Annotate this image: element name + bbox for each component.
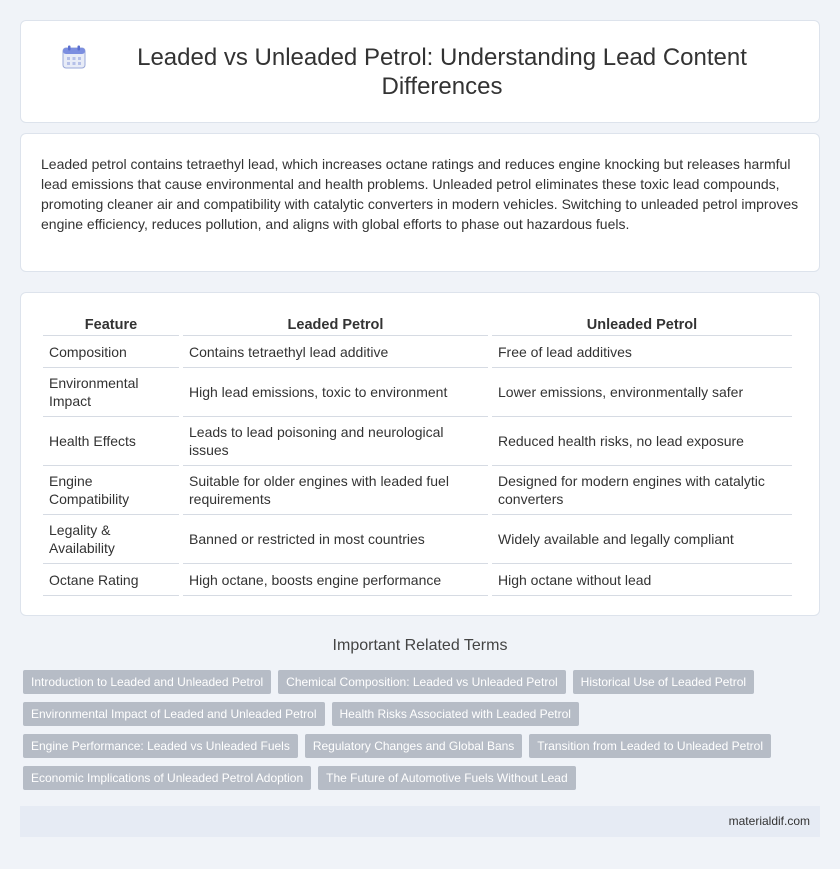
related-term-tag[interactable]: Historical Use of Leaded Petrol [573, 670, 754, 694]
related-term-tag[interactable]: Regulatory Changes and Global Bans [305, 734, 522, 758]
table-row [43, 417, 792, 466]
row-unleaded: Designed for modern engines with catalytic converters [492, 466, 792, 515]
row-unleaded: Free of lead additives [492, 336, 792, 368]
calendar-icon [61, 44, 87, 70]
row-feature: Composition [43, 336, 179, 368]
table-header-row [43, 311, 792, 336]
related-term-tag[interactable]: Transition from Leaded to Unleaded Petrol [529, 734, 771, 758]
row-leaded: High lead emissions, toxic to environment [183, 368, 488, 417]
header-unleaded: Unleaded Petrol [492, 311, 792, 336]
related-term-tag[interactable]: Introduction to Leaded and Unleaded Petrol [23, 670, 271, 694]
related-term-tag[interactable]: Environmental Impact of Leaded and Unleaded Petrol [23, 702, 325, 726]
row-leaded: Banned or restricted in most countries [183, 515, 488, 564]
row-leaded: Contains tetraethyl lead additive [183, 336, 488, 368]
table-row [43, 368, 792, 417]
title-card [20, 20, 820, 123]
table-row [43, 515, 792, 564]
table-row [43, 336, 792, 368]
intro-paragraph: Leaded petrol contains tetraethyl lead, which increases octane ratings and reduces engine knocking but releases harmful lead emissions that cause environmental and health problems. Unleaded petrol eliminates these toxic lead compounds, promoting cleaner air and compatibility with catalytic converters in modern vehicles. Switching to unleaded petrol improves engine efficiency, reduces pollution, and aligns with global efforts to phase out hazardous fuels. [41, 156, 799, 232]
row-leaded: High octane, boosts engine performance [183, 564, 488, 596]
related-term-tag[interactable]: Chemical Composition: Leaded vs Unleaded Petrol [278, 670, 565, 694]
row-feature: Legality & Availability [43, 515, 179, 564]
row-unleaded: Lower emissions, environmentally safer [492, 368, 792, 417]
comparison-table [39, 311, 796, 596]
row-leaded: Suitable for older engines with leaded fuel requirements [183, 466, 488, 515]
page-title: Leaded vs Unleaded Petrol: Understanding Lead Content Differences [137, 43, 747, 100]
row-unleaded: High octane without lead [492, 564, 792, 596]
row-unleaded: Reduced health risks, no lead exposure [492, 417, 792, 466]
row-unleaded: Widely available and legally compliant [492, 515, 792, 564]
row-feature: Environmental Impact [43, 368, 179, 417]
comparison-table-card [20, 292, 820, 616]
row-feature: Octane Rating [43, 564, 179, 596]
related-terms-list [23, 670, 823, 790]
related-term-tag[interactable]: Economic Implications of Unleaded Petrol Adoption [23, 766, 311, 790]
related-term-tag[interactable]: The Future of Automotive Fuels Without Lead [318, 766, 575, 790]
related-term-tag[interactable]: Health Risks Associated with Leaded Petrol [332, 702, 579, 726]
row-feature: Health Effects [43, 417, 179, 466]
related-terms-heading: Important Related Terms [332, 637, 508, 654]
related-term-tag[interactable]: Engine Performance: Leaded vs Unleaded Fuels [23, 734, 298, 758]
row-leaded: Leads to lead poisoning and neurological issues [183, 417, 488, 466]
footer [20, 806, 820, 837]
intro-card [20, 133, 820, 272]
table-row [43, 564, 792, 596]
row-feature: Engine Compatibility [43, 466, 179, 515]
header-feature: Feature [43, 311, 179, 336]
header-leaded: Leaded Petrol [183, 311, 488, 336]
footer-site-name[interactable]: materialdif.com [728, 814, 810, 828]
table-row [43, 466, 792, 515]
